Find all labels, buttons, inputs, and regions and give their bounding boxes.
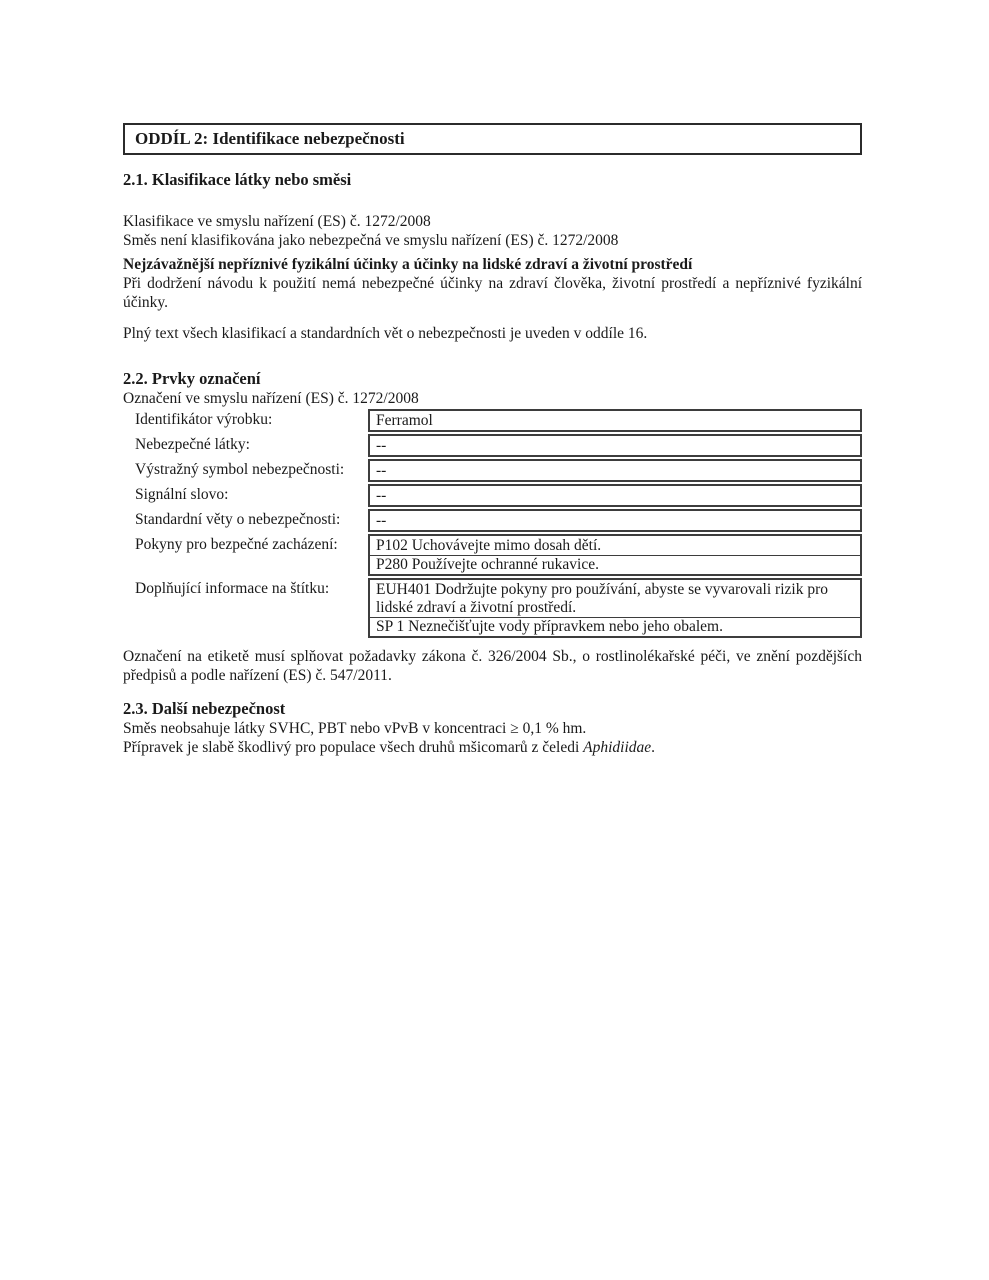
aphid-line	[123, 738, 862, 757]
full-text-note: Plný text všech klasifikací a standardních vět o nebezpečnosti je uveden v oddíle 16.	[123, 325, 648, 342]
classification-block	[123, 212, 862, 250]
row-value-cell	[368, 534, 862, 576]
row-value: Ferramol	[376, 412, 433, 429]
table-row	[123, 578, 862, 638]
heading-2-3: 2.3. Další nebezpečnost	[123, 699, 286, 718]
labelling-intro: Označení ve smyslu nařízení (ES) č. 1272/2008	[123, 390, 419, 407]
classification-line-2: Směs není klasifikována jako nebezpečná ve smyslu nařízení (ES) č. 1272/2008	[123, 232, 619, 249]
row-value: P102 Uchovávejte mimo dosah dětí.	[376, 537, 602, 554]
table-row	[123, 534, 862, 576]
aphid-line-species: Aphidiidae	[583, 739, 652, 756]
row-label: Nebezpečné látky:	[135, 436, 250, 453]
aphid-line-prefix: Přípravek je slabě škodlivý pro populace všech druhů mšicomarů z čeledi	[123, 739, 584, 756]
table-row	[123, 434, 862, 457]
row-value: --	[376, 462, 387, 479]
row-value: --	[376, 512, 387, 529]
row-label: Doplňující informace na štítku:	[135, 580, 330, 597]
table-row	[123, 484, 862, 507]
row-value-cell	[368, 434, 862, 457]
row-value-cell	[368, 409, 862, 432]
row-label: Pokyny pro bezpečné zacházení:	[135, 536, 338, 553]
classification-line-1: Klasifikace ve smyslu nařízení (ES) č. 1272/2008	[123, 213, 431, 230]
row-label: Signální slovo:	[135, 486, 229, 503]
section-header-title: ODDÍL 2: Identifikace nebezpečnosti	[135, 129, 405, 148]
adverse-effects-paragraph: Při dodržení návodu k použití nemá nebezpečné účinky na zdraví člověka, životní prostředí a nepříznivé fyzikální účinky.	[123, 275, 862, 311]
row-value: SP 1 Neznečišťujte vody přípravkem nebo jeho obalem.	[370, 617, 860, 636]
row-value: EUH401 Dodržujte pokyny pro používání, abyste se vyvarovali rizik pro lidské zdraví a životní prostředí.	[376, 581, 828, 616]
svhc-line: Směs neobsahuje látky SVHC, PBT nebo vPvB v koncentraci ≥ 0,1 % hm.	[123, 720, 587, 737]
row-label: Výstražný symbol nebezpečnosti:	[135, 461, 345, 478]
table-row	[123, 459, 862, 482]
row-label: Standardní věty o nebezpečnosti:	[135, 511, 341, 528]
aphid-line-suffix: .	[651, 739, 656, 756]
table-row	[123, 509, 862, 532]
row-value: P280 Používejte ochranné rukavice.	[370, 555, 860, 574]
heading-2-2: 2.2. Prvky označení	[123, 369, 261, 388]
row-value-cell	[368, 509, 862, 532]
label-requirements-note: Označení na etiketě musí splňovat požadavky zákona č. 326/2004 Sb., o rostlinolékařské péči, ve znění pozdějších předpisů a podle nařízení (ES) č. 547/2011.	[123, 648, 862, 684]
row-label: Identifikátor výrobku:	[135, 411, 273, 428]
label-table	[123, 409, 862, 638]
page-content	[123, 123, 862, 757]
heading-2-1: 2.1. Klasifikace látky nebo směsi	[123, 170, 352, 189]
row-value: --	[376, 437, 387, 454]
section-header-box	[123, 123, 862, 155]
row-value-cell	[368, 459, 862, 482]
adverse-effects-heading: Nejzávažnější nepříznivé fyzikální účinky a účinky na lidské zdraví a životní prostředí	[123, 256, 693, 273]
row-value: --	[376, 487, 387, 504]
row-value-cell	[368, 484, 862, 507]
row-value-cell	[368, 578, 862, 638]
table-row	[123, 409, 862, 432]
